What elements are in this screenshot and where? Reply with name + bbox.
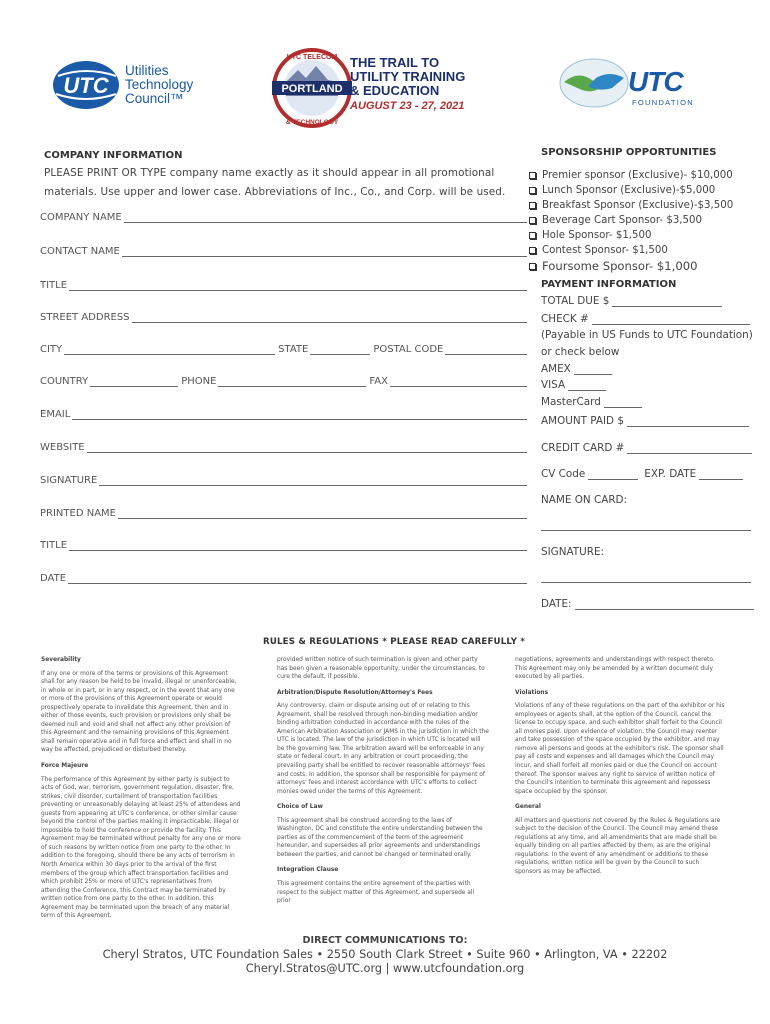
- sponsorship-option-label: Breakfast Sponsor (Exclusive)-$3,500: [542, 200, 734, 211]
- company-instruction-1: PLEASE PRINT OR TYPE company name exactly as it should appear in all promotional: [44, 167, 495, 179]
- city-line[interactable]: [64, 346, 275, 355]
- sponsorship-option-label: Premier sponsor (Exclusive)- $10,000: [542, 170, 733, 181]
- sponsorship-option-label: Foursome Sponsor- $1,000: [542, 258, 698, 273]
- termination-text: provided written notice of such termination is given and other party has been given a reasonable opportunity, under the circumstances, to cure the default, if possible.: [277, 657, 485, 681]
- direct-contact: Cheryl.Stratos@UTC.org | www.utcfoundation.org: [245, 962, 525, 975]
- company-name-field[interactable]: [40, 212, 527, 223]
- force-majeure-heading: Force Majeure: [41, 763, 89, 770]
- general-heading: General: [515, 804, 541, 811]
- checkbox-icon[interactable]: [529, 263, 536, 270]
- street-address-line[interactable]: [132, 314, 527, 323]
- sponsorship-option[interactable]: [529, 198, 733, 213]
- event-title-line1: THE TRAIL TO: [350, 55, 440, 70]
- sponsorship-option[interactable]: [529, 228, 733, 243]
- date-field[interactable]: [40, 573, 527, 584]
- country-phone-fax-row: [40, 376, 527, 387]
- company-heading: COMPANY INFORMATION: [44, 150, 183, 161]
- signature-label: SIGNATURE: [40, 475, 98, 486]
- title-label: TITLE: [40, 280, 68, 291]
- total-due-field[interactable]: [541, 295, 722, 307]
- portland-badge-logo: [272, 44, 352, 134]
- date-label: DATE: [40, 573, 67, 584]
- title2-line[interactable]: [69, 542, 527, 551]
- svg-text:UTC: UTC: [63, 73, 109, 98]
- force-majeure-text: The performance of this Agreement by either party is subject to acts of God, war, terrorism, government regulation, disaster, fire, strikes, civil disorder, curtailment of transportation facilities preventing or unreasonably delaying at least 25% of attendees and guests from appearing at UTC's conference, or other similar cause beyond the control of the parties making it impracticable, illegal or impossible to hold the conference or provide the facility. This Agreement may be terminated without penalty for any one or more of such reasons by written notice from one party to the other. In addition to the foregoing, should there be any acts of terrorism in North America within 30 days prior to the arrival of the first members of the group which affect transportation facilities and which prohibit 25% or more of UTC's representatives from attending the Conference, this Contract may be terminated by written notice from one party to the other. In addition, this Agreement may be terminated upon the breach of any material term of this Agreement,: [41, 776, 241, 920]
- total-due-label: TOTAL DUE $: [541, 295, 610, 307]
- exp-date-line[interactable]: [699, 471, 743, 480]
- checkbox-icon[interactable]: [529, 172, 536, 179]
- title2-field[interactable]: [40, 540, 527, 551]
- state-line[interactable]: [310, 346, 370, 355]
- date-line[interactable]: [68, 575, 527, 584]
- direct-address: Cheryl Stratos, UTC Foundation Sales • 2550 South Clark Street • Suite 960 • Arlington, VA • 22202: [102, 948, 668, 961]
- phone-label: PHONE: [181, 376, 217, 387]
- country-line[interactable]: [90, 378, 178, 387]
- payable-note: (Payable in US Funds to UTC Foundation): [541, 329, 753, 341]
- foundation-sub: FOUNDATION: [632, 98, 695, 107]
- payment-heading: PAYMENT INFORMATION: [541, 279, 677, 290]
- card-signature-line[interactable]: [541, 574, 751, 583]
- sponsorship-option[interactable]: [529, 183, 733, 198]
- title2-label: TITLE: [40, 540, 68, 551]
- printed-name-line[interactable]: [118, 510, 527, 519]
- event-logo: [272, 44, 482, 134]
- event-date: AUGUST 23 - 27, 2021: [350, 100, 465, 112]
- direct-heading: DIRECT COMMUNICATIONS TO:: [302, 935, 468, 946]
- general-text: All matters and questions not covered by the Rules & Regulations are subject to the decision of the Council. The Council may amend these regulations at any time, and all amendments that are made shall be equally binding on all parties affected by them, as are the original regulations. In the event of any amendment or additions to these regulations, written notice will be given by the Council to such sponsors as may be affected.: [515, 817, 721, 876]
- amount-paid-field[interactable]: [541, 415, 749, 427]
- credit-card-label: CREDIT CARD #: [541, 442, 625, 454]
- amex-label: AMEX: [541, 363, 571, 375]
- amex-line[interactable]: [574, 366, 612, 375]
- integration-text: This agreement contains the entire agreement of the parties with respect to the subject matter of this Agreement, and supersede all prior: [277, 881, 475, 905]
- sponsorship-option-label: Beverage Cart Sponsor- $3,500: [542, 215, 702, 226]
- foundation-utc: UTC: [628, 66, 683, 97]
- utc-name-line2: Technology: [125, 77, 194, 92]
- amex-field[interactable]: [541, 363, 612, 375]
- rules-column-3: [515, 656, 725, 884]
- mastercard-label: MasterCard: [541, 396, 601, 408]
- sponsorship-option[interactable]: [529, 243, 733, 258]
- email-field[interactable]: [40, 409, 527, 420]
- card-date-line[interactable]: [575, 601, 754, 610]
- card-signature-label: SIGNATURE:: [541, 546, 605, 558]
- event-title-line3: & EDUCATION: [350, 83, 440, 98]
- utc-globe-logo: [52, 60, 122, 110]
- postal-code-line[interactable]: [445, 346, 527, 355]
- visa-label: VISA: [541, 379, 566, 391]
- checkbox-icon[interactable]: [529, 217, 536, 224]
- cv-code-line[interactable]: [588, 471, 638, 480]
- credit-card-line[interactable]: [627, 445, 752, 454]
- choice-of-law-text: This agreement shall be construed according to the laws of Washington, DC and constitute the entire understanding between the parties as of the commencement of the term of the agreement hereunder, and supersedes all prior agreements and understandings between the parties, and cannot be changed or terminated orally.: [277, 817, 483, 858]
- negotiations-text: negotiations, agreements and understandings with respect thereto. This Agreement may only be amended by a written document duly executed by all parties.: [515, 657, 715, 681]
- state-label: STATE: [278, 344, 309, 355]
- contact-name-label: CONTACT NAME: [40, 246, 120, 257]
- sponsorship-option[interactable]: [529, 258, 733, 274]
- card-date-label: DATE:: [541, 598, 572, 610]
- sponsorship-heading: SPONSORSHIP OPPORTUNITIES: [541, 147, 717, 158]
- exp-date-label: EXP. DATE: [644, 468, 697, 480]
- utc-name-line3: Council™: [125, 91, 184, 106]
- printed-name-label: PRINTED NAME: [40, 508, 116, 519]
- mastercard-line[interactable]: [604, 399, 642, 408]
- sponsorship-option[interactable]: [529, 213, 733, 228]
- choice-of-law-heading: Choice of Law: [277, 804, 323, 811]
- rules-heading: RULES & REGULATIONS * PLEASE READ CAREFULLY *: [263, 637, 526, 647]
- credit-card-field[interactable]: [541, 442, 752, 454]
- checkbox-icon[interactable]: [529, 232, 536, 239]
- card-date-field[interactable]: [541, 598, 754, 610]
- printed-name-field[interactable]: [40, 508, 527, 519]
- city-label: CITY: [40, 344, 63, 355]
- utc-foundation-logo: [558, 56, 698, 110]
- violations-heading: Violations: [515, 689, 549, 696]
- arbitration-text: Any controversy, claim or dispute arising out of or relating to this Agreement, shall be resolved through non-binding mediation and/or binding arbitration conducted in accordance with the rules of the American Arbitration Association or JAMS in the jurisdiction in which the UTC is located. The law of the jurisdiction in which UTC is located will be the governing law. The arbitration award will be enforceable in any state or federal court. In any arbitration or court proceeding, the prevailing party shall be entitled to recover reasonable attorneys' fees and costs. In addition, the sponsor shall be responsible for payment of attorneys' fees and interest accordance with UTC's efforts to collect monies owed under the terms of this Agreement.: [277, 703, 489, 795]
- check-number-label: CHECK #: [541, 313, 589, 325]
- website-line[interactable]: [87, 444, 527, 453]
- utc-name-line1: Utilities: [125, 63, 169, 78]
- check-number-line[interactable]: [592, 316, 750, 325]
- integration-heading: Integration Clause: [277, 867, 339, 874]
- violations-text: Violations of any of these regulations on the part of the exhibitor or his employees or agents shall, at the option of the Council, cancel the license to occupy space, and such exhibitor shall forfeit to the Council all monies paid. Upon evidence of violation, the Council may reenter and take possession of the space occupied by the exhibitor, and may remove all persons and goods at the exhibitor's risk. The sponsor shall pay all costs and expenses and all damages which the Council may incur, and shall forfeit all monies paid or due the Council on account thereof. The sponsor waives any right to service of written notice of the Council's intention to terminate this agreement and repossess space occupied by the sponsor.: [515, 703, 725, 795]
- handshake-icon: [558, 56, 630, 110]
- svg-text:UTC TELECOM: UTC TELECOM: [286, 54, 338, 61]
- name-on-card-label: NAME ON CARD:: [541, 494, 628, 506]
- website-label: WEBSITE: [40, 442, 85, 453]
- event-title: [350, 56, 465, 98]
- sponsorship-option-label: Hole Sponsor- $1,500: [542, 230, 652, 241]
- svg-text:& TECHNOLOGY: & TECHNOLOGY: [285, 119, 339, 126]
- visa-line[interactable]: [568, 382, 606, 391]
- sponsorship-option-label: Lunch Sponsor (Exclusive)-$5,000: [542, 185, 716, 196]
- sponsorship-option-label: Contest Sponsor- $1,500: [542, 245, 668, 256]
- cv-exp-row: [541, 468, 743, 480]
- checkbox-icon[interactable]: [529, 187, 536, 194]
- total-due-line[interactable]: [612, 298, 722, 307]
- signature-line[interactable]: [99, 477, 527, 486]
- company-instruction-2: materials. Use upper and lower case. Abbreviations of Inc., Co., and Corp. will be used.: [44, 186, 506, 198]
- contact-name-line[interactable]: [122, 248, 527, 257]
- email-label: EMAIL: [40, 409, 71, 420]
- checkbox-icon[interactable]: [529, 247, 536, 254]
- svg-text:PORTLAND: PORTLAND: [281, 83, 343, 95]
- postal-code-label: POSTAL CODE: [373, 344, 444, 355]
- visa-field[interactable]: [541, 379, 606, 391]
- utc-logo: [52, 60, 222, 110]
- name-on-card-line[interactable]: [541, 522, 751, 531]
- amount-paid-line[interactable]: [627, 418, 749, 427]
- title-field[interactable]: [40, 280, 527, 291]
- severability-heading: Severability: [41, 657, 81, 663]
- event-title-line2: UTILITY TRAINING: [350, 69, 466, 84]
- rules-column-1: [41, 656, 241, 928]
- title-line[interactable]: [69, 282, 527, 291]
- utc-name: [125, 64, 193, 106]
- website-field[interactable]: [40, 442, 527, 453]
- phone-line[interactable]: [218, 378, 366, 387]
- company-name-label: COMPANY NAME: [40, 212, 122, 223]
- company-name-line[interactable]: [124, 214, 527, 223]
- street-address-label: STREET ADDRESS: [40, 312, 130, 323]
- checkbox-icon[interactable]: [529, 202, 536, 209]
- sponsorship-list: [529, 168, 733, 274]
- fax-line[interactable]: [390, 378, 527, 387]
- street-address-field[interactable]: [40, 312, 527, 323]
- country-label: COUNTRY: [40, 376, 89, 387]
- mastercard-field[interactable]: [541, 396, 642, 408]
- amount-paid-label: AMOUNT PAID $: [541, 415, 624, 427]
- or-check-below: or check below: [541, 346, 620, 358]
- sponsorship-option[interactable]: [529, 168, 733, 183]
- contact-name-field[interactable]: [40, 246, 527, 257]
- check-number-field[interactable]: [541, 313, 750, 325]
- email-line[interactable]: [72, 411, 527, 420]
- rules-column-2: [277, 656, 489, 913]
- city-state-postal-row: [40, 344, 527, 355]
- cv-code-label: CV Code: [541, 468, 586, 480]
- signature-field[interactable]: [40, 475, 527, 486]
- fax-label: FAX: [369, 376, 388, 387]
- severability-text: If any one or more of the terms or provisions of this Agreement shall for any reason be held to be invalid, illegal or unenforceable, in whole or in part, or in any respect, or in the event that any one or more of the provisions of this Agreement operate or would prospectively operate to invalidate this Agreement, then and in either of those events, such provision or provisions only shall be deemed null and void and shall not affect any other provision of this Agreement and the remaining provisions of this Agreement shall remain operative and in full force and effect and shall in no way be affected, prejudiced or disturbed thereby.: [41, 670, 237, 754]
- arbitration-heading: Arbitration/Dispute Resolution/Attorney's Fees: [277, 689, 433, 696]
